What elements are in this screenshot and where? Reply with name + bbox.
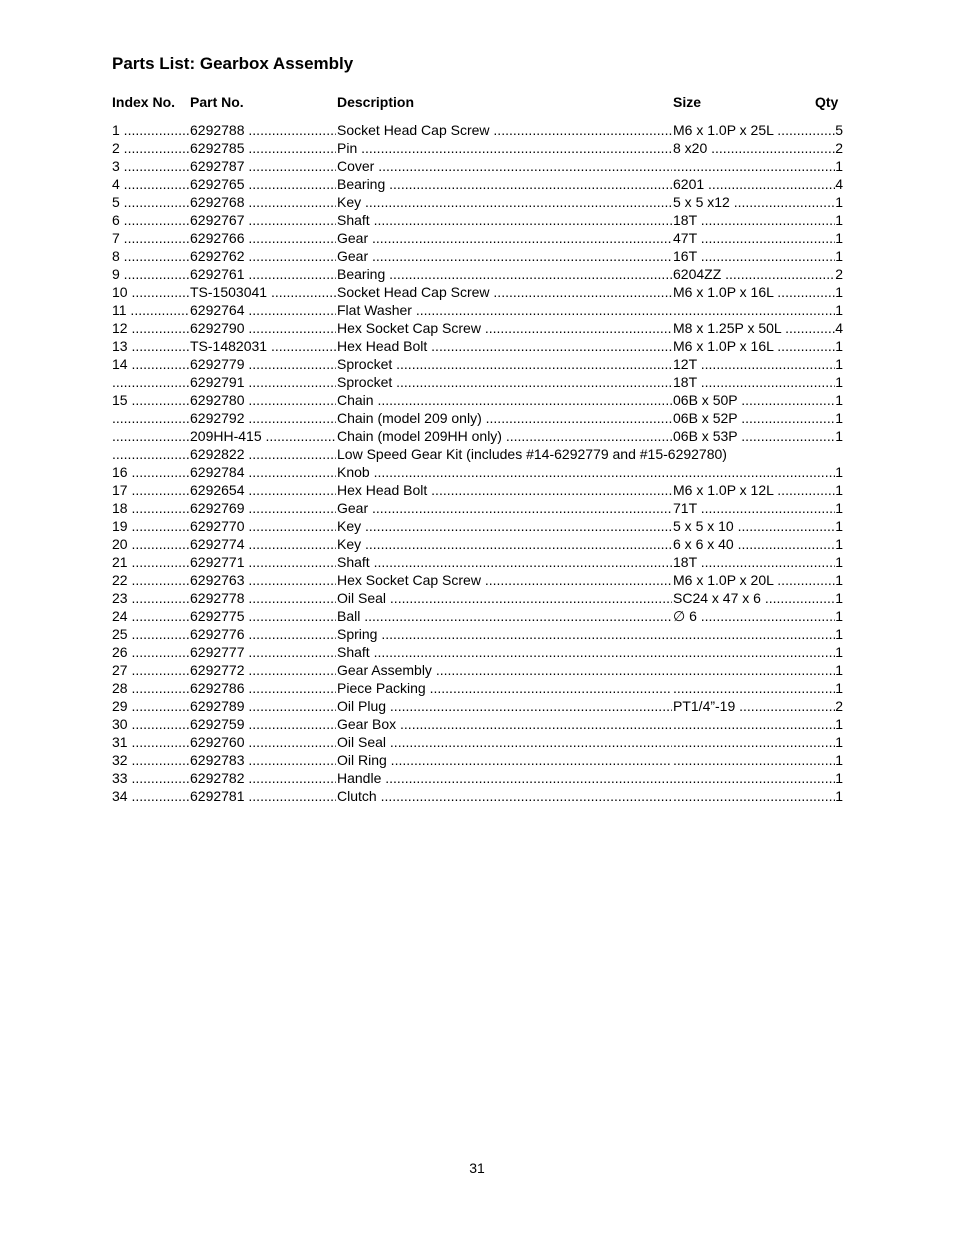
size-cell: M8 x 1.25P x 50L ..... — [673, 319, 835, 337]
table-row — [0, 679, 954, 697]
size-cell: M6 x 1.0P x 20L ..... — [673, 571, 835, 589]
index-cell: 2 ..... — [112, 139, 190, 157]
part-number-cell: 6292780 ..... — [190, 391, 336, 409]
part-number-cell: 6292778 ..... — [190, 589, 336, 607]
qty-cell: 1 — [835, 392, 843, 408]
index-cell: 21 ..... — [112, 553, 190, 571]
qty-cell: 1 — [835, 770, 843, 786]
description-cell: Chain (model 209HH only) ..... — [337, 427, 672, 445]
part-number-cell: 6292759 ..... — [190, 715, 336, 733]
table-row — [0, 499, 954, 517]
qty-cell: 1 — [835, 752, 843, 768]
part-number-cell: TS-1503041 ..... — [190, 283, 336, 301]
part-number-cell: 6292775 ..... — [190, 607, 336, 625]
table-row — [0, 463, 954, 481]
qty-cell: 4 — [835, 176, 843, 192]
table-row — [0, 139, 954, 157]
part-number-cell: 6292822 ..... — [190, 445, 336, 463]
size-cell: M6 x 1.0P x 25L ..... — [673, 121, 835, 139]
qty-cell: 1 — [835, 536, 843, 552]
qty-cell: 1 — [835, 662, 843, 678]
description-cell: Gear Box ..... — [337, 715, 672, 733]
qty-cell: 1 — [835, 428, 843, 444]
index-cell: 14 ..... — [112, 355, 190, 373]
part-number-cell: 6292783 ..... — [190, 751, 336, 769]
index-cell: 15 ..... — [112, 391, 190, 409]
index-cell: 6 ..... — [112, 211, 190, 229]
description-cell: Gear ..... — [337, 499, 672, 517]
description-cell: Gear ..... — [337, 247, 672, 265]
qty-cell: 1 — [835, 644, 843, 660]
size-cell: ∅ 6 ..... — [673, 607, 835, 625]
index-cell — [112, 445, 190, 463]
table-row — [0, 553, 954, 571]
size-cell: 18T ..... — [673, 211, 835, 229]
part-number-cell: 209HH-415 ..... — [190, 427, 336, 445]
index-cell: 31 ..... — [112, 733, 190, 751]
index-cell: 3 ..... — [112, 157, 190, 175]
qty-cell: 1 — [835, 212, 843, 228]
index-cell: 4 ..... — [112, 175, 190, 193]
table-row — [0, 715, 954, 733]
index-cell: 7 ..... — [112, 229, 190, 247]
qty-cell: 1 — [835, 374, 843, 390]
table-row — [0, 229, 954, 247]
index-cell: 1 ..... — [112, 121, 190, 139]
description-cell: Hex Socket Cap Screw ..... — [337, 571, 672, 589]
part-number-cell: 6292769 ..... — [190, 499, 336, 517]
part-number-cell: 6292786 ..... — [190, 679, 336, 697]
index-cell: 22 ..... — [112, 571, 190, 589]
table-row — [0, 607, 954, 625]
header-description: Description — [337, 94, 415, 110]
table-row — [0, 121, 954, 139]
size-cell — [673, 157, 835, 175]
qty-cell: 2 — [835, 698, 843, 714]
size-cell — [673, 751, 835, 769]
description-cell: Key ..... — [337, 535, 672, 553]
size-cell — [673, 679, 835, 697]
part-number-cell: 6292764 ..... — [190, 301, 336, 319]
description-cell: Chain (model 209 only) ..... — [337, 409, 672, 427]
description-cell: Shaft ..... — [337, 211, 672, 229]
qty-cell: 1 — [835, 590, 843, 606]
index-cell: 5 ..... — [112, 193, 190, 211]
table-row — [0, 661, 954, 679]
table-row — [0, 265, 954, 283]
qty-cell: 1 — [835, 410, 843, 426]
description-cell: Socket Head Cap Screw ..... — [337, 283, 672, 301]
index-cell: 10 ..... — [112, 283, 190, 301]
description-cell: Cover ..... — [337, 157, 672, 175]
size-cell: 5 x 5 x12 ..... — [673, 193, 835, 211]
table-row — [0, 697, 954, 715]
size-cell — [673, 715, 835, 733]
size-cell: M6 x 1.0P x 16L ..... — [673, 337, 835, 355]
size-cell — [673, 769, 835, 787]
description-cell: Ball ..... — [337, 607, 672, 625]
description-cell: Bearing ..... — [337, 175, 672, 193]
description-cell: Gear ..... — [337, 229, 672, 247]
index-cell: 30 ..... — [112, 715, 190, 733]
part-number-cell: 6292787 ..... — [190, 157, 336, 175]
table-row — [0, 787, 954, 805]
table-row — [0, 409, 954, 427]
index-cell — [112, 373, 190, 391]
qty-cell: 1 — [835, 482, 843, 498]
description-cell: Piece Packing ..... — [337, 679, 672, 697]
size-cell — [673, 787, 835, 805]
table-row — [0, 337, 954, 355]
table-row — [0, 625, 954, 643]
table-row — [0, 373, 954, 391]
part-number-cell: 6292782 ..... — [190, 769, 336, 787]
index-cell — [112, 409, 190, 427]
index-cell: 11 ..... — [112, 301, 190, 319]
description-cell: Oil Plug ..... — [337, 697, 672, 715]
size-cell: 12T ..... — [673, 355, 835, 373]
description-cell: Low Speed Gear Kit (includes #14-6292779 and #15-6292780) — [337, 446, 727, 462]
table-row — [0, 751, 954, 769]
size-cell: 5 x 5 x 10 ..... — [673, 517, 835, 535]
part-number-cell: 6292765 ..... — [190, 175, 336, 193]
part-number-cell: 6292771 ..... — [190, 553, 336, 571]
part-number-cell: 6292781 ..... — [190, 787, 336, 805]
part-number-cell: 6292654 ..... — [190, 481, 336, 499]
description-cell: Oil Seal ..... — [337, 733, 672, 751]
description-cell: Spring ..... — [337, 625, 672, 643]
size-cell — [673, 301, 835, 319]
description-cell: Flat Washer ..... — [337, 301, 672, 319]
header-qty: Qty — [815, 94, 839, 110]
qty-cell: 2 — [835, 140, 843, 156]
size-cell — [673, 463, 835, 481]
page-number: 31 — [469, 1160, 485, 1176]
qty-cell: 1 — [835, 194, 843, 210]
index-cell: 26 ..... — [112, 643, 190, 661]
size-cell: SC24 x 47 x 6 ..... — [673, 589, 835, 607]
part-number-cell: 6292779 ..... — [190, 355, 336, 373]
index-cell: 34 ..... — [112, 787, 190, 805]
page-title: Parts List: Gearbox Assembly — [112, 54, 354, 73]
qty-cell: 2 — [835, 266, 843, 282]
size-cell: 8 x20 ..... — [673, 139, 835, 157]
size-cell: 71T ..... — [673, 499, 835, 517]
qty-cell: 4 — [835, 320, 843, 336]
table-row — [0, 247, 954, 265]
index-cell: 8 ..... — [112, 247, 190, 265]
description-cell: Sprocket ..... — [337, 373, 672, 391]
size-cell — [673, 625, 835, 643]
part-number-cell: 6292790 ..... — [190, 319, 336, 337]
qty-cell: 1 — [835, 338, 843, 354]
table-row — [0, 445, 954, 463]
index-cell: 28 ..... — [112, 679, 190, 697]
size-cell: 6204ZZ ..... — [673, 265, 835, 283]
table-row — [0, 211, 954, 229]
qty-cell: 1 — [835, 572, 843, 588]
index-cell — [112, 427, 190, 445]
table-row — [0, 283, 954, 301]
header-index: Index No. — [112, 94, 176, 110]
table-row — [0, 157, 954, 175]
description-cell: Key ..... — [337, 193, 672, 211]
description-cell: Handle ..... — [337, 769, 672, 787]
size-cell: PT1/4”-19 ..... — [673, 697, 835, 715]
index-cell: 23 ..... — [112, 589, 190, 607]
size-cell: 18T ..... — [673, 553, 835, 571]
part-number-cell: 6292766 ..... — [190, 229, 336, 247]
index-cell: 19 ..... — [112, 517, 190, 535]
description-cell: Pin ..... — [337, 139, 672, 157]
part-number-cell: 6292774 ..... — [190, 535, 336, 553]
qty-cell: 1 — [835, 626, 843, 642]
qty-cell: 1 — [835, 680, 843, 696]
qty-cell: 1 — [835, 734, 843, 750]
qty-cell: 1 — [835, 788, 843, 804]
part-number-cell: 6292761 ..... — [190, 265, 336, 283]
description-cell: Hex Head Bolt ..... — [337, 481, 672, 499]
description-cell: Sprocket ..... — [337, 355, 672, 373]
description-cell: Shaft ..... — [337, 553, 672, 571]
index-cell: 25 ..... — [112, 625, 190, 643]
index-cell: 9 ..... — [112, 265, 190, 283]
description-cell: Gear Assembly ..... — [337, 661, 672, 679]
header-size: Size — [673, 94, 702, 110]
description-cell: Hex Head Bolt ..... — [337, 337, 672, 355]
part-number-cell: 6292760 ..... — [190, 733, 336, 751]
size-cell: 18T ..... — [673, 373, 835, 391]
table-row — [0, 571, 954, 589]
index-cell: 33 ..... — [112, 769, 190, 787]
description-cell: Oil Ring ..... — [337, 751, 672, 769]
part-number-cell: 6292768 ..... — [190, 193, 336, 211]
index-cell: 16 ..... — [112, 463, 190, 481]
part-number-cell: 6292789 ..... — [190, 697, 336, 715]
part-number-cell: 6292776 ..... — [190, 625, 336, 643]
index-cell: 20 ..... — [112, 535, 190, 553]
size-cell: 06B x 50P ..... — [673, 391, 835, 409]
qty-cell: 1 — [835, 284, 843, 300]
qty-cell: 1 — [835, 464, 843, 480]
parts-table — [0, 121, 954, 805]
part-number-cell: 6292777 ..... — [190, 643, 336, 661]
description-cell: Oil Seal ..... — [337, 589, 672, 607]
part-number-cell: 6292788 ..... — [190, 121, 336, 139]
part-number-cell: 6292763 ..... — [190, 571, 336, 589]
part-number-cell: 6292792 ..... — [190, 409, 336, 427]
description-cell: Clutch ..... — [337, 787, 672, 805]
table-row — [0, 355, 954, 373]
description-cell: Socket Head Cap Screw ..... — [337, 121, 672, 139]
index-cell: 24 ..... — [112, 607, 190, 625]
table-row — [0, 319, 954, 337]
table-row — [0, 481, 954, 499]
part-number-cell: 6292762 ..... — [190, 247, 336, 265]
table-row — [0, 301, 954, 319]
qty-cell: 1 — [835, 518, 843, 534]
size-cell — [673, 643, 835, 661]
part-number-cell: 6292785 ..... — [190, 139, 336, 157]
qty-cell: 1 — [835, 230, 843, 246]
description-cell: Knob ..... — [337, 463, 672, 481]
table-row — [0, 589, 954, 607]
part-number-cell: 6292770 ..... — [190, 517, 336, 535]
qty-cell: 1 — [835, 302, 843, 318]
table-row — [0, 427, 954, 445]
qty-cell: 1 — [835, 500, 843, 516]
index-cell: 27 ..... — [112, 661, 190, 679]
part-number-cell: 6292791 ..... — [190, 373, 336, 391]
table-row — [0, 643, 954, 661]
description-cell: Shaft ..... — [337, 643, 672, 661]
table-row — [0, 733, 954, 751]
description-cell: Key ..... — [337, 517, 672, 535]
table-row — [0, 769, 954, 787]
size-cell: 16T ..... — [673, 247, 835, 265]
table-row — [0, 175, 954, 193]
qty-cell: 1 — [835, 608, 843, 624]
size-cell — [673, 661, 835, 679]
part-number-cell: 6292767 ..... — [190, 211, 336, 229]
part-number-cell: 6292784 ..... — [190, 463, 336, 481]
qty-cell: 1 — [835, 158, 843, 174]
index-cell: 29 ..... — [112, 697, 190, 715]
size-cell: 6201 ..... — [673, 175, 835, 193]
header-part: Part No. — [190, 94, 244, 110]
size-cell: 47T ..... — [673, 229, 835, 247]
part-number-cell: 6292772 ..... — [190, 661, 336, 679]
index-cell: 18 ..... — [112, 499, 190, 517]
table-row — [0, 391, 954, 409]
description-cell: Hex Socket Cap Screw ..... — [337, 319, 672, 337]
qty-cell: 5 — [835, 122, 843, 138]
index-cell: 12 ..... — [112, 319, 190, 337]
description-cell: Bearing ..... — [337, 265, 672, 283]
qty-cell: 1 — [835, 554, 843, 570]
index-cell: 32 ..... — [112, 751, 190, 769]
table-row — [0, 535, 954, 553]
qty-cell: 1 — [835, 716, 843, 732]
description-cell: Chain ..... — [337, 391, 672, 409]
qty-cell: 1 — [835, 248, 843, 264]
index-cell: 17 ..... — [112, 481, 190, 499]
size-cell: 06B x 52P ..... — [673, 409, 835, 427]
size-cell: 06B x 53P ..... — [673, 427, 835, 445]
size-cell: 6 x 6 x 40 ..... — [673, 535, 835, 553]
size-cell: M6 x 1.0P x 16L ..... — [673, 283, 835, 301]
qty-cell: 1 — [835, 356, 843, 372]
table-row — [0, 517, 954, 535]
table-row — [0, 193, 954, 211]
part-number-cell: TS-1482031 ..... — [190, 337, 336, 355]
size-cell — [673, 733, 835, 751]
index-cell: 13 ..... — [112, 337, 190, 355]
size-cell: M6 x 1.0P x 12L ..... — [673, 481, 835, 499]
